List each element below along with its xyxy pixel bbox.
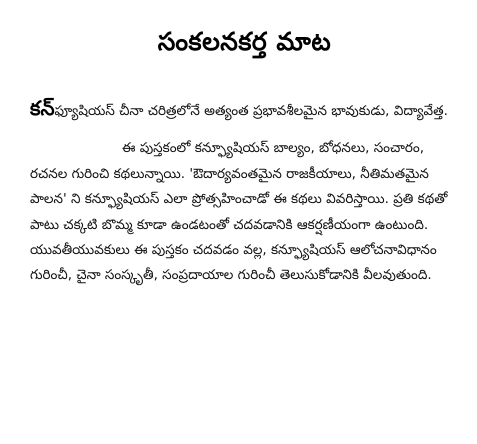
paragraph-intro-text: ఫ్యూషియస్ చీనా చరిత్రలోనే అత్యంత ప్రభావశీలమైన భావుకుడు, విద్యావేత్త.: [54, 103, 448, 119]
paragraph-description-text: ఈ పుస్తకంలో కన్ఫ్యూషియస్ బాల్యం, బోధనలు, సంచారం, రచనల గురించి కథలున్నాయి. 'ఔదార్యవంతమైన రాజకీయాలు, నీతిమతమైన పాలన' ని కన్ఫ్యూషియస్ ఎలా ప్రోత్సహించాడో ఈ కథలు వివరిస్తాయి. ప్రతి కథతో పాటు చక్కటి బొమ్మ కూడా ఉండటంతో చదవడానికి ఆకర్షణీయంగా ఉంటుంది. యువతీయువకులు ఈ పుస్తకం చదవడం వల్ల, కన్ఫ్యూషియస్ ఆలోచనావిధానం గురించీ, చైనా సంస్కృతీ, సంప్రదాయాల గురించీ తెలుసుకోడానికి వీలవుతుంది.: [30, 140, 448, 284]
document-body: [30, 96, 459, 289]
page-title: సంకలనకర్త మాట: [157, 27, 332, 56]
paragraph-intro: [30, 96, 459, 124]
lead-word: కన్: [30, 96, 55, 120]
paragraph-description: [30, 136, 459, 288]
